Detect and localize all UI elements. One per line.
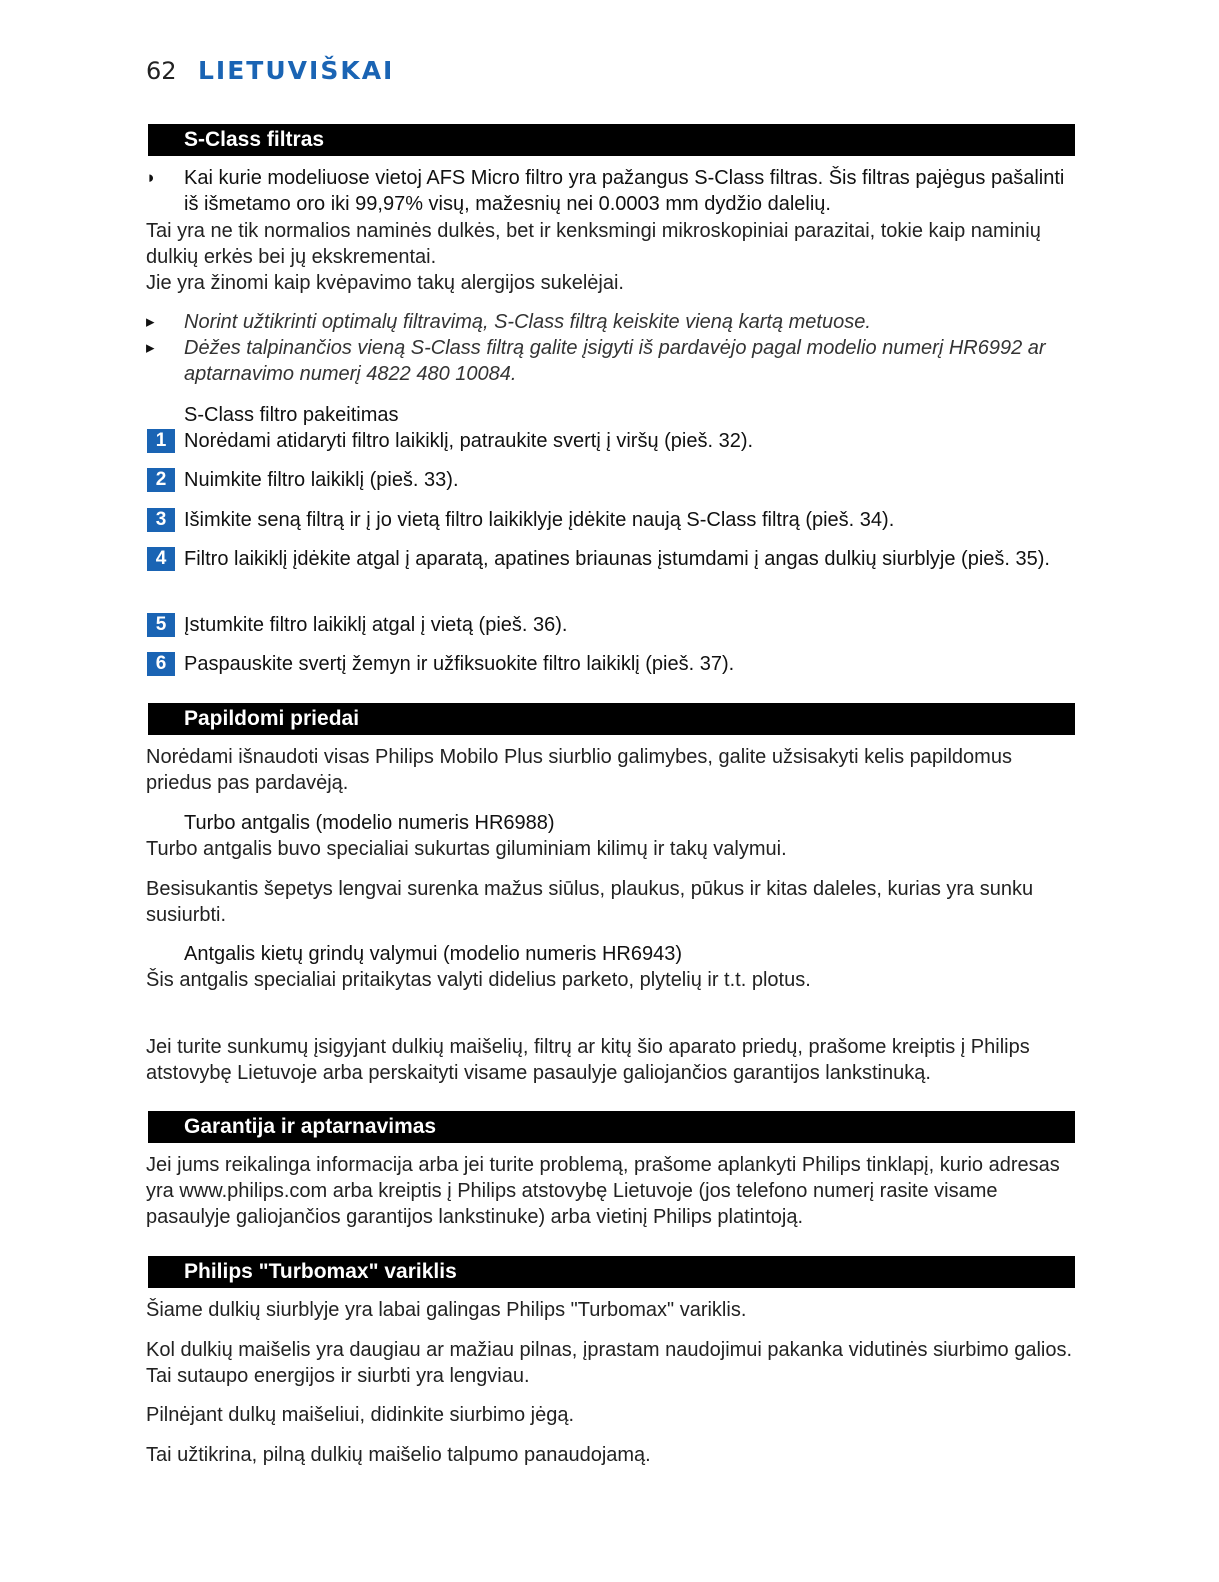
tip-marker-icon: ▸	[146, 338, 155, 357]
s-class-paragraph-2: Jie yra žinomi kaip kvėpavimo takų alergijos sukelėjai.	[146, 272, 624, 294]
s-class-intro: Kai kurie modeliuose vietoj AFS Micro filtro yra pažangus S-Class filtras. Šis filtras pajėgus pašalinti iš išmetamo oro iki 99,97% visų, mažesnių nei 0.0003 mm dydžio dalelių.	[184, 167, 1065, 215]
turbo-paragraph-2: Besisukantis šepetys lengvai surenka mažus siūlus, plaukus, pūkus ir kitas daleles, kurias yra sunku susiurbti.	[146, 878, 1034, 926]
step-1-text: Norėdami atidaryti filtro laikiklį, patraukite svertį į viršų (pieš. 32).	[184, 430, 754, 452]
hard-floor-paragraph: Šis antgalis specialiai pritaikytas valyti didelius parketo, plytelių ir t.t. plotus.	[146, 969, 811, 991]
language-heading: LIETUVIŠKAI	[198, 56, 395, 85]
step-6-text: Paspauskite svertį žemyn ir užfiksuokite filtro laikiklį (pieš. 37).	[184, 653, 735, 675]
page-number: 62	[146, 57, 177, 85]
step-6-badge: 6	[147, 652, 175, 676]
motor-paragraph-2: Kol dulkių maišelis yra daugiau ar mažiau pilnas, įprastam naudojimui pakanka vidutinės siurbimo galios. Tai sutaupo energijos ir siurbti yra lengviau.	[146, 1339, 1073, 1387]
step-3-text: Išimkite seną filtrą ir į jo vietą filtro laikiklyje įdėkite naują S-Class filtrą (pieš. 34).	[184, 509, 895, 531]
warranty-text: Jei jums reikalinga informacija arba jei turite problemą, prašome aplankyti Philips tinklapį, kurio adresas yra www.philips.com arba kreiptis į Philips atstovybę Lietuvoje (jos telefono numerį rasite visame pasaulyje galiojančios garantijos lankstinuke) arba vietinį Philips platintoją.	[146, 1154, 1060, 1228]
section-title-warranty: Garantija ir aptarnavimas	[148, 1111, 1075, 1143]
page-header	[146, 56, 394, 85]
tip-marker-icon: ▸	[146, 312, 155, 331]
replacement-subheading: S-Class filtro pakeitimas	[184, 404, 399, 426]
motor-paragraph-4: Tai užtikrina, pilną dulkių maišelio talpumo panaudojamą.	[146, 1444, 651, 1466]
tip-2: Dėžes talpinančios vieną S-Class filtrą galite įsigyti iš pardavėjo pagal modelio numerį HR6992 ar aptarnavimo numerį 4822 480 10084.	[184, 337, 1046, 385]
tip-1: Norint užtikrinti optimalų filtravimą, S-Class filtrą keiskite vieną kartą metuose.	[184, 311, 871, 333]
accessories-intro: Norėdami išnaudoti visas Philips Mobilo Plus siurblio galimybes, galite užsisakyti kelis papildomus priedus pas pardavėją.	[146, 746, 1012, 794]
step-5-text: Įstumkite filtro laikiklį atgal į vietą (pieš. 36).	[184, 614, 568, 636]
s-class-paragraph-1: Tai yra ne tik normalios naminės dulkės, bet ir kenksmingi mikroskopiniai parazitai, tokie kaip naminių dulkių erkės bei jų ekskrementai.	[146, 220, 1041, 268]
step-5-badge: 5	[147, 613, 175, 637]
turbo-paragraph-1: Turbo antgalis buvo specialiai sukurtas giluminiam kilimų ir takų valymui.	[146, 838, 787, 860]
step-2-badge: 2	[147, 468, 175, 492]
step-4-badge: 4	[147, 547, 175, 571]
hard-floor-subheading: Antgalis kietų grindų valymui (modelio numeris HR6943)	[184, 943, 682, 965]
step-4-text: Filtro laikiklį įdėkite atgal į aparatą, apatines briaunas įstumdami į angas dulkių siurblyje (pieš. 35).	[184, 548, 1050, 570]
step-3-badge: 3	[147, 508, 175, 532]
step-1-badge: 1	[147, 429, 175, 453]
motor-paragraph-1: Šiame dulkių siurblyje yra labai galingas Philips "Turbomax" variklis.	[146, 1299, 747, 1321]
bullet-marker-icon: ◗	[146, 168, 157, 187]
section-title-motor: Philips "Turbomax" variklis	[148, 1256, 1075, 1288]
section-title-accessories: Papildomi priedai	[148, 703, 1075, 735]
motor-paragraph-3: Pilnėjant dulkų maišeliui, didinkite siurbimo jėgą.	[146, 1404, 574, 1426]
turbo-nozzle-subheading: Turbo antgalis (modelio numeris HR6988)	[184, 812, 555, 834]
section-title-s-class: S-Class filtras	[148, 124, 1075, 156]
accessories-closing: Jei turite sunkumų įsigyjant dulkių maišelių, filtrų ar kitų šio aparato priedų, prašome kreiptis į Philips atstovybę Lietuvoje arba perskaityti visame pasaulyje galiojančios garantijos lankstinuką.	[146, 1036, 1030, 1084]
step-2-text: Nuimkite filtro laikiklį (pieš. 33).	[184, 469, 459, 491]
